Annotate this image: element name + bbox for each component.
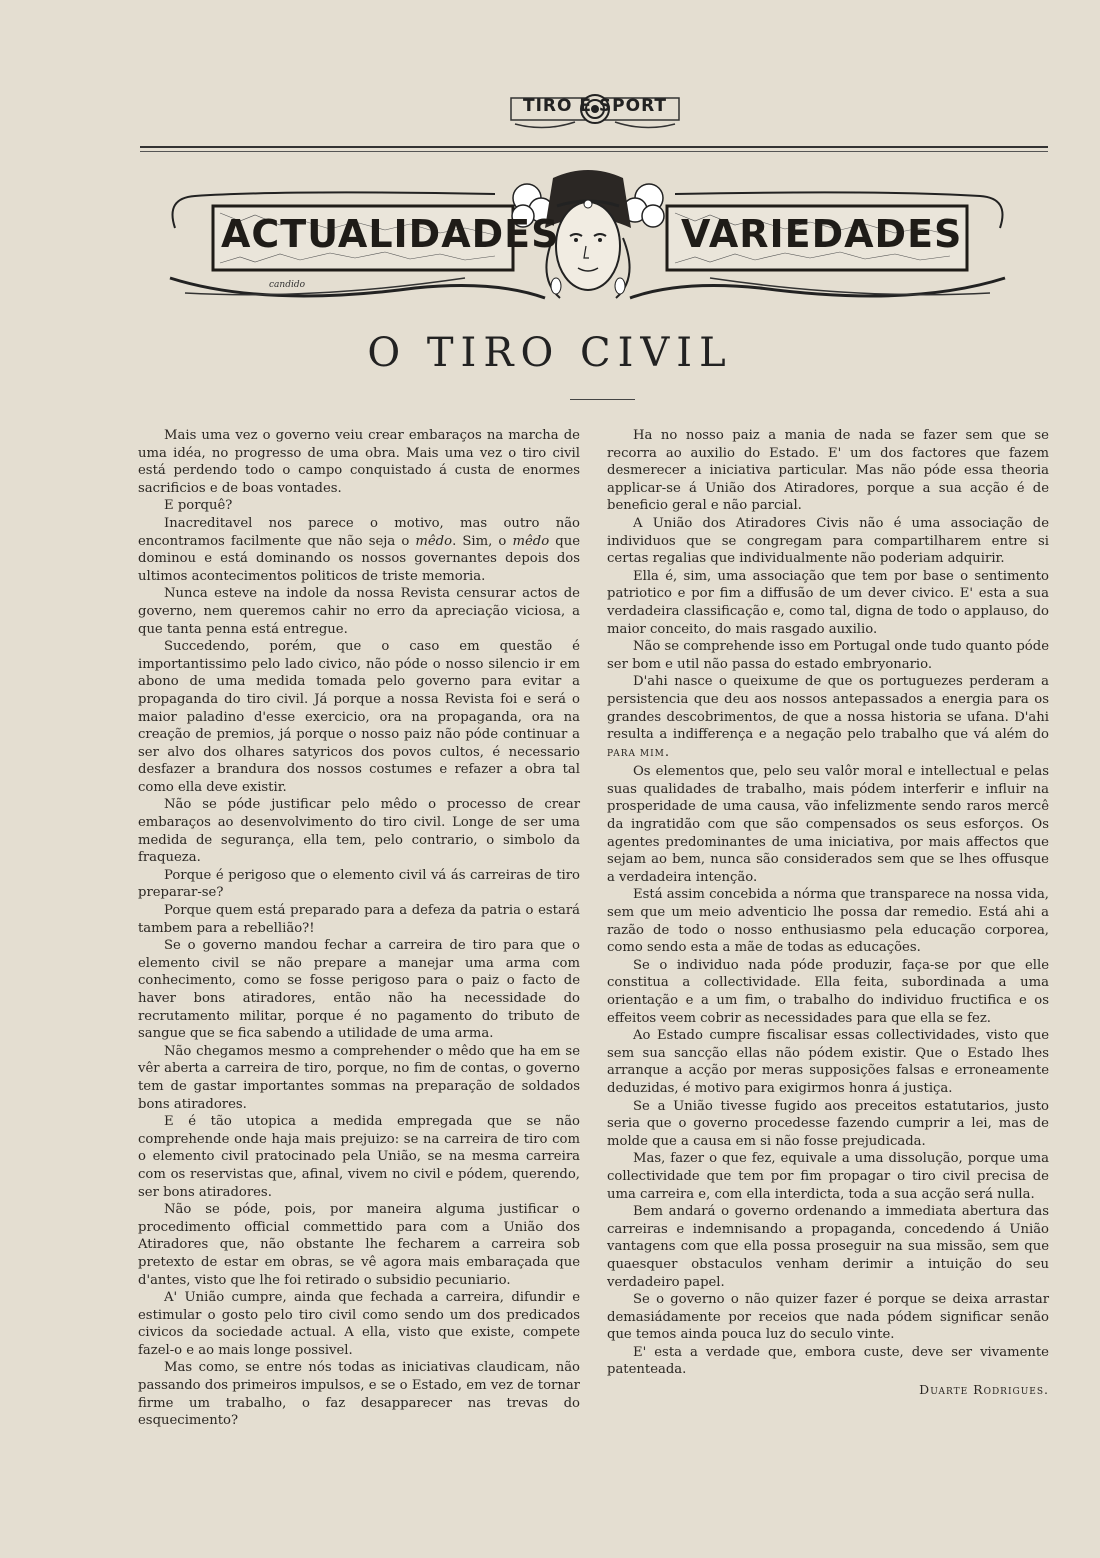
- paragraph: Se o governo o não quizer fazer é porque se deixa arrastar demasiádamente por receios que nada pódem significar senão que temos ainda pouca luz do seculo vinte.: [607, 1292, 1049, 1343]
- paragraph: Mas, fazer o que fez, equivale a uma dissolução, porque uma collectividade que tem por fim propagar o tiro civil precisa de uma carreira e, com ella interdicta, toda a sua acção será nulla.: [607, 1151, 1049, 1202]
- paragraph: A União dos Atiradores Civis não é uma associação de individuos que se congregam para compartilharem entre si certas regalias que individualmente não poderiam adquirir.: [607, 515, 1049, 567]
- paragraph: Não se póde, pois, por maneira alguma justificar o procedimento official commettido para com a União dos Atiradores que, não obstante lhe fecharem a carreira sob pretexto de estar em obras, se vê agora mais embaraçada que d'antes, visto que lhe foi retirado o subsidio pecuniario.: [138, 1202, 580, 1288]
- paragraph: Se o governo mandou fechar a carreira de tiro para que o elemento civil se não prepare a manejar uma arma com conhecimento, como se fosse perigoso para o paiz o facto de haver bons atiradores, então não ha necessidade do recrutamento militar, porque é no pagamento do tributo de sangue que se fica sabendo a utilidade de uma arma.: [138, 938, 580, 1042]
- artist-signature: candido: [269, 280, 306, 290]
- paragraph: Nunca esteve na indole da nossa Revista censurar actos de governo, nem queremos cahir no erro da apreciação viciosa, a que tanta penna está entregue.: [138, 586, 580, 637]
- paragraph: Mais uma vez o governo veiu crear embaraços na marcha de uma idéa, no progresso de uma obra. Mais uma vez o tiro civil está perdendo todo o campo conquistado á custa de enormes sacrificios e de boas vontades.: [138, 428, 580, 496]
- banner-left-word: ACTUALIDADES: [221, 212, 560, 256]
- paragraph: Ella é, sim, uma associação que tem por base o sentimento patriotico e por fim a diffusão de um dever civico. E' esta a sua verdadeira classificação e, como tal, digna de todo o applauso, do maior conceito, do mais rasgado auxilio.: [607, 568, 1049, 637]
- paragraph: Mas como, se entre nós todas as iniciativas claudicam, não passando dos primeiros impulsos, e se o Estado, em vez de tornar firme um trabalho, o faz desapparecer nas trevas do esquecimento?: [138, 1360, 580, 1429]
- paragraph: E é tão utopica a medida empregada que se não comprehende onde haja mais prejuizo: se na carreira de tiro com o elemento civil pratocinado pela União, se na mesma carreira com os reservistas que, afinal, vivem no civil e pódem, querendo, ser bons atiradores.: [138, 1114, 580, 1200]
- paragraph: E porquê?: [164, 498, 233, 514]
- paragraph: D'ahi nasce o queixume de que os portuguezes perderam a persistencia que deu aos nossos antepassados a energia para os grandes descobrimentos, de que a nossa historia se ufana. D'ahi resulta a indifferença e a negação pelo trabalho que vá além do PARA MIM.: [607, 674, 1049, 760]
- paragraph: Porque quem está preparado para a defeza da patria o estará tambem para a rebellião?!: [138, 903, 580, 936]
- article-title: O TIRO CIVIL: [367, 330, 733, 376]
- title-rule: [570, 399, 635, 400]
- paragraph: Ao Estado cumpre fiscalisar essas collectividades, visto que sem sua sancção ellas não pódem existir. Que o Estado lhes arranque a acção por meras supposições falsas e erroneamente deduzidas, é motivo para exigirmos honra á justiça.: [607, 1028, 1049, 1096]
- paragraph: Bem andará o governo ordenando a immediata abertura das carreiras e indemnisando a propaganda, concedendo á União vantagens com que ella possa proseguir na sua missão, sem que quaesquer obstaculos venham derimir a intuição do seu verdadeiro papel.: [607, 1204, 1049, 1290]
- section-banner: [165, 168, 1010, 316]
- header-rule: [140, 146, 1048, 148]
- paragraph: Não chegamos mesmo a comprehender o mêdo que ha em se vêr aberta a carreira de tiro, porque, no fim de contas, o governo tem de gastar importantes sommas na preparação de soldados bons atiradores.: [138, 1043, 580, 1112]
- paragraph: Se a União tivesse fugido aos preceitos estatutarios, justo seria que o governo procedesse fazendo cumprir a lei, mas de molde que a causa em si não fosse prejudicada.: [607, 1098, 1049, 1149]
- paragraph: Se o individuo nada póde produzir, faça-se por que elle constitua a collectividade. Ella feita, subordinada a uma orientação e a um fim, o trabalho do individuo fructifica e os effeitos veem cobrir as necessidades para que ella se fez.: [607, 957, 1049, 1026]
- masthead-logo: [505, 88, 685, 134]
- paragraph: Inacreditavel nos parece o motivo, mas outro não encontramos facilmente que não seja o mêdo. Sim, o mêdo que dominou e está dominando os nossos governantes depois dos ultimos acontecimentos politicos de triste memoria.: [138, 515, 581, 584]
- paragraph: Não se póde justificar pelo mêdo o processo de crear embaraços ao desenvolvimento do tiro civil. Longe de ser uma medida de segurança, ella tem, pelo contrario, o simbolo da fraqueza.: [138, 797, 580, 866]
- paragraph: Os elementos que, pelo seu valôr moral e intellectual e pelas suas qualidades de trabalho, mais pódem interferir e influir na prosperidade de uma causa, vão infelizmente sendo raros mercê da ingratidão com que são compensados os seus esforços. Os agentes predominantes de uma iniciativa, por mais affectos que sejam ao bem, nunca são considerados sem que se lhes offusque a verdadeira intenção.: [607, 764, 1049, 885]
- article-right-column: [607, 427, 1049, 1399]
- paragraph: Succedendo, porém, que o caso em questão é importantissimo pelo lado civico, não póde o nosso silencio ir em abono de uma medida tomada pelo governo para evitar a propaganda do tiro civil. Já porque a nossa Revista foi e será o maior paladino d'esse exercicio, ora na propaganda, ora na creação de premios, já porque o nosso paiz não póde continuar a ser alvo dos olhares satyricos dos povos cultos, é necessario desfazer a brandura dos nossos costumes e refazer a obra tal como ella deve existir.: [138, 639, 580, 795]
- paragraph: E' esta a verdade que, embora custe, deve ser vivamente patenteada.: [607, 1344, 1049, 1378]
- paragraph: Ha no nosso paiz a mania de nada se fazer sem que se recorra ao auxilio do Estado. E' um dos factores que fazem desmerecer a iniciativa particular. Mas não póde essa theoria applicar-se á União dos Atiradores, porque a sua acção é de beneficio geral e não parcial.: [607, 428, 1049, 514]
- masthead-title: TIRO E SPORT: [523, 96, 667, 116]
- banner-right-word: VARIEDADES: [681, 212, 963, 256]
- paragraph: A' União cumpre, ainda que fechada a carreira, difundir e estimular o gosto pelo tiro civil como sendo um dos predicados civicos da sociedade actual. A ella, visto que existe, compete fazel-o e ao mais longe possivel.: [138, 1290, 580, 1358]
- author-signature: Duarte Rodrigues.: [919, 1382, 1049, 1398]
- article-left-column: [138, 427, 580, 1430]
- paragraph: Não se comprehende isso em Portugal onde tudo quanto póde ser bom e util não passa do estado embryonario.: [607, 639, 1049, 672]
- header-rule-thin: [140, 151, 1048, 152]
- paragraph: Porque é perigoso que o elemento civil vá ás carreiras de tiro preparar-se?: [138, 867, 580, 901]
- paragraph: Está assim concebida a nórma que transparece na nossa vida, sem que um meio adventicio lhe possa dar remedio. Está ahi a razão de todo o nosso enthusiasmo pela educação corporea, como sendo esta a mãe de todas as educações.: [607, 887, 1049, 956]
